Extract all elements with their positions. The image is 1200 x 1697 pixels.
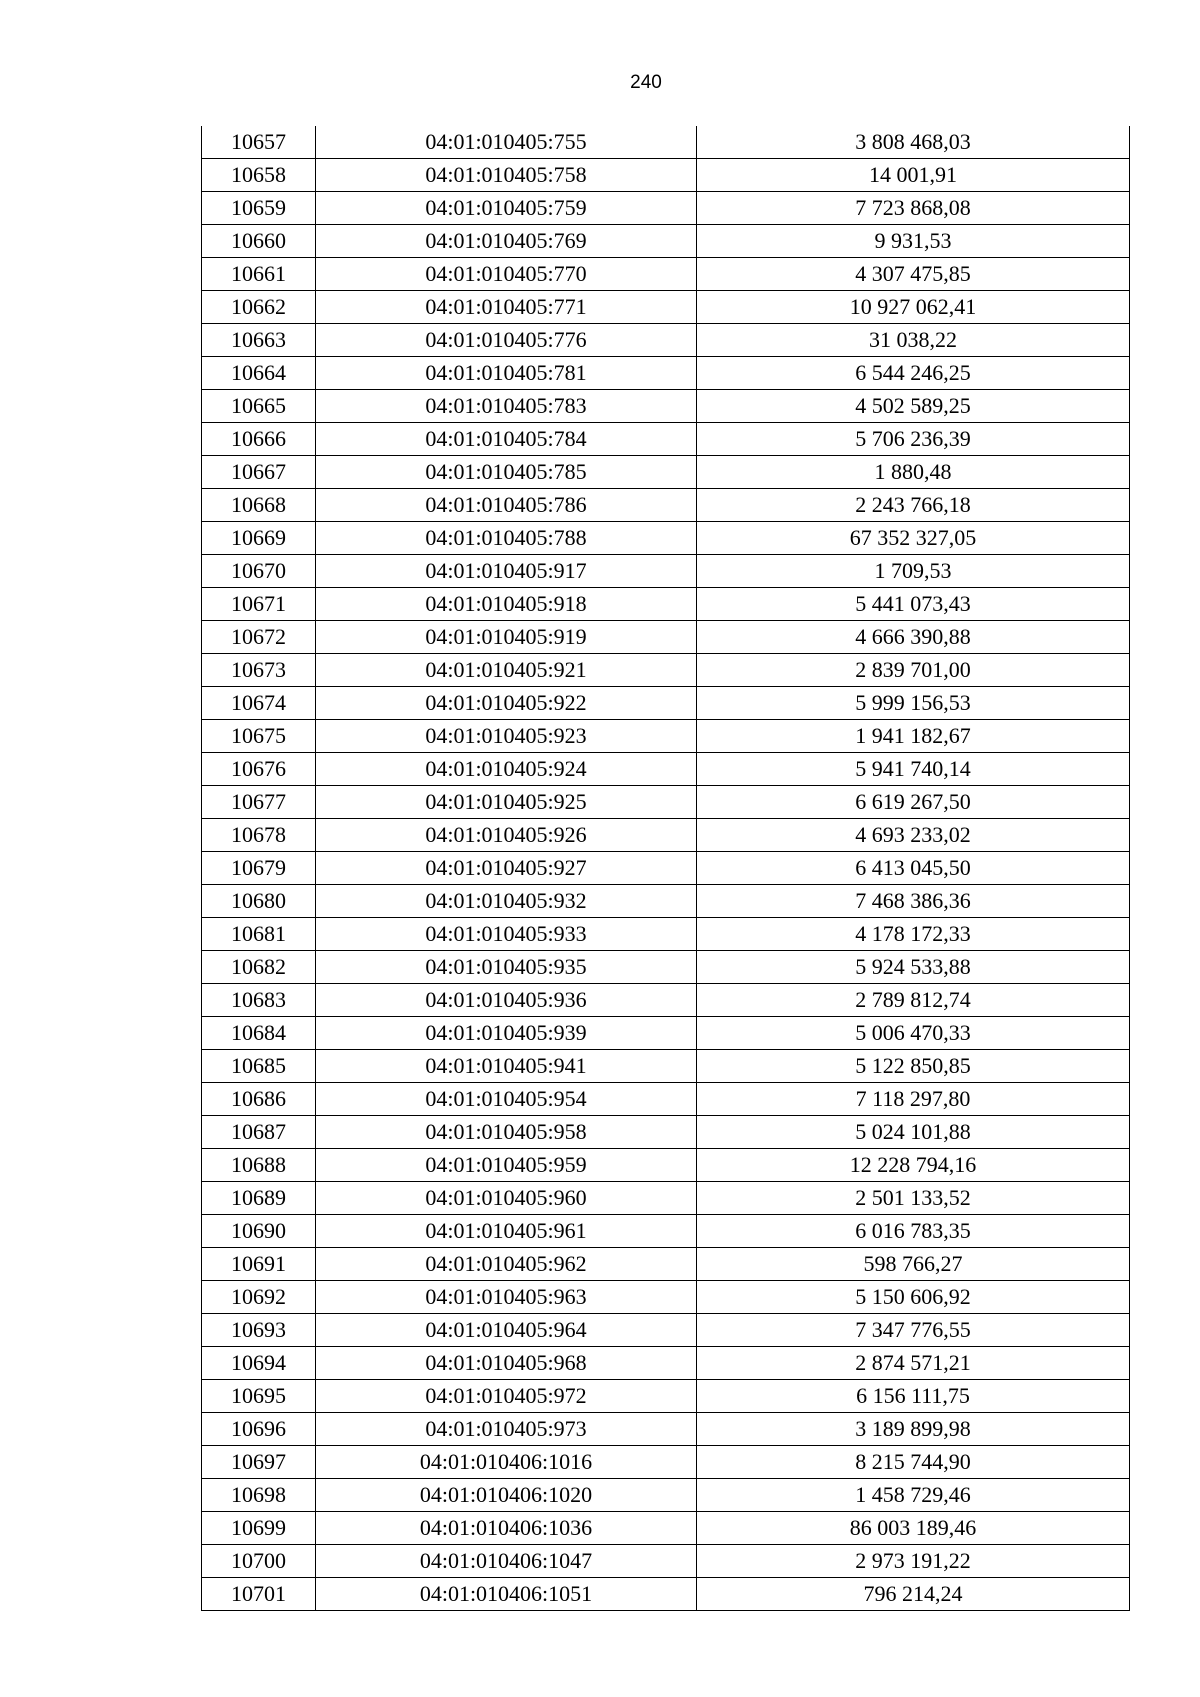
row-number-cell: 10664 (202, 357, 316, 390)
cadastral-number-cell: 04:01:010405:918 (316, 588, 697, 621)
row-number-cell: 10698 (202, 1479, 316, 1512)
row-number-cell: 10701 (202, 1578, 316, 1611)
value-cell: 1 709,53 (697, 555, 1130, 588)
row-number-cell: 10665 (202, 390, 316, 423)
table-row (202, 456, 1130, 489)
table-row (202, 126, 1130, 159)
table-row (202, 192, 1130, 225)
cadastral-number-cell: 04:01:010405:963 (316, 1281, 697, 1314)
table-row (202, 1281, 1130, 1314)
table-row (202, 1347, 1130, 1380)
value-cell: 5 150 606,92 (697, 1281, 1130, 1314)
cadastral-number-cell: 04:01:010405:936 (316, 984, 697, 1017)
value-cell: 1 880,48 (697, 456, 1130, 489)
value-cell: 6 016 783,35 (697, 1215, 1130, 1248)
row-number-cell: 10658 (202, 159, 316, 192)
table-row (202, 423, 1130, 456)
table-body (202, 126, 1130, 1611)
row-number-cell: 10684 (202, 1017, 316, 1050)
value-cell: 2 243 766,18 (697, 489, 1130, 522)
table-row (202, 291, 1130, 324)
cadastral-number-cell: 04:01:010405:776 (316, 324, 697, 357)
cadastral-number-cell: 04:01:010405:927 (316, 852, 697, 885)
row-number-cell: 10695 (202, 1380, 316, 1413)
row-number-cell: 10674 (202, 687, 316, 720)
table-row (202, 1116, 1130, 1149)
table-row (202, 819, 1130, 852)
cadastral-number-cell: 04:01:010405:770 (316, 258, 697, 291)
value-cell: 4 307 475,85 (697, 258, 1130, 291)
page-number: 240 (630, 72, 662, 93)
cadastral-number-cell: 04:01:010406:1020 (316, 1479, 697, 1512)
row-number-cell: 10688 (202, 1149, 316, 1182)
value-cell: 4 666 390,88 (697, 621, 1130, 654)
table-row (202, 1446, 1130, 1479)
row-number-cell: 10657 (202, 126, 316, 159)
value-cell: 2 789 812,74 (697, 984, 1130, 1017)
cadastral-number-cell: 04:01:010405:972 (316, 1380, 697, 1413)
cadastral-number-cell: 04:01:010405:941 (316, 1050, 697, 1083)
cadastral-number-cell: 04:01:010405:954 (316, 1083, 697, 1116)
value-cell: 2 839 701,00 (697, 654, 1130, 687)
table-row (202, 225, 1130, 258)
cadastral-number-cell: 04:01:010405:939 (316, 1017, 697, 1050)
table-row (202, 1215, 1130, 1248)
table-row (202, 1050, 1130, 1083)
cadastral-number-cell: 04:01:010406:1051 (316, 1578, 697, 1611)
value-cell: 4 693 233,02 (697, 819, 1130, 852)
value-cell: 31 038,22 (697, 324, 1130, 357)
value-cell: 67 352 327,05 (697, 522, 1130, 555)
value-cell: 6 156 111,75 (697, 1380, 1130, 1413)
table-row (202, 555, 1130, 588)
table-row (202, 1182, 1130, 1215)
cadastral-number-cell: 04:01:010405:959 (316, 1149, 697, 1182)
row-number-cell: 10681 (202, 918, 316, 951)
table-row (202, 1413, 1130, 1446)
value-cell: 86 003 189,46 (697, 1512, 1130, 1545)
row-number-cell: 10693 (202, 1314, 316, 1347)
table-row (202, 258, 1130, 291)
row-number-cell: 10669 (202, 522, 316, 555)
value-cell: 7 468 386,36 (697, 885, 1130, 918)
table-row (202, 687, 1130, 720)
table-row (202, 1017, 1130, 1050)
row-number-cell: 10694 (202, 1347, 316, 1380)
value-cell: 2 874 571,21 (697, 1347, 1130, 1380)
row-number-cell: 10679 (202, 852, 316, 885)
row-number-cell: 10689 (202, 1182, 316, 1215)
table-row (202, 1314, 1130, 1347)
row-number-cell: 10677 (202, 786, 316, 819)
table-row (202, 489, 1130, 522)
table-row (202, 588, 1130, 621)
value-cell: 1 458 729,46 (697, 1479, 1130, 1512)
value-cell: 7 723 868,08 (697, 192, 1130, 225)
value-cell: 8 215 744,90 (697, 1446, 1130, 1479)
row-number-cell: 10678 (202, 819, 316, 852)
cadastral-number-cell: 04:01:010405:933 (316, 918, 697, 951)
table-row (202, 918, 1130, 951)
cadastral-number-cell: 04:01:010405:771 (316, 291, 697, 324)
cadastral-number-cell: 04:01:010405:961 (316, 1215, 697, 1248)
cadastral-number-cell: 04:01:010405:783 (316, 390, 697, 423)
value-cell: 7 118 297,80 (697, 1083, 1130, 1116)
value-cell: 10 927 062,41 (697, 291, 1130, 324)
value-cell: 5 122 850,85 (697, 1050, 1130, 1083)
table-row (202, 720, 1130, 753)
value-cell: 9 931,53 (697, 225, 1130, 258)
row-number-cell: 10663 (202, 324, 316, 357)
value-cell: 2 501 133,52 (697, 1182, 1130, 1215)
value-cell: 5 006 470,33 (697, 1017, 1130, 1050)
cadastral-number-cell: 04:01:010405:960 (316, 1182, 697, 1215)
cadastral-number-cell: 04:01:010405:922 (316, 687, 697, 720)
cadastral-number-cell: 04:01:010406:1016 (316, 1446, 697, 1479)
value-cell: 5 024 101,88 (697, 1116, 1130, 1149)
value-cell: 1 941 182,67 (697, 720, 1130, 753)
cadastral-number-cell: 04:01:010405:786 (316, 489, 697, 522)
row-number-cell: 10668 (202, 489, 316, 522)
table-row (202, 1512, 1130, 1545)
table-row (202, 654, 1130, 687)
row-number-cell: 10670 (202, 555, 316, 588)
cadastral-number-cell: 04:01:010405:923 (316, 720, 697, 753)
table-row (202, 621, 1130, 654)
cadastral-number-cell: 04:01:010405:926 (316, 819, 697, 852)
row-number-cell: 10699 (202, 1512, 316, 1545)
cadastral-number-cell: 04:01:010405:973 (316, 1413, 697, 1446)
value-cell: 6 544 246,25 (697, 357, 1130, 390)
value-cell: 796 214,24 (697, 1578, 1130, 1611)
value-cell: 5 441 073,43 (697, 588, 1130, 621)
table-row (202, 1479, 1130, 1512)
value-cell: 6 413 045,50 (697, 852, 1130, 885)
table-row (202, 1578, 1130, 1611)
table-row (202, 885, 1130, 918)
row-number-cell: 10662 (202, 291, 316, 324)
table-row (202, 852, 1130, 885)
row-number-cell: 10676 (202, 753, 316, 786)
cadastral-number-cell: 04:01:010405:932 (316, 885, 697, 918)
row-number-cell: 10682 (202, 951, 316, 984)
table-row (202, 324, 1130, 357)
cadastral-number-cell: 04:01:010405:755 (316, 126, 697, 159)
value-cell: 5 941 740,14 (697, 753, 1130, 786)
cadastral-number-cell: 04:01:010405:935 (316, 951, 697, 984)
cadastral-number-cell: 04:01:010405:917 (316, 555, 697, 588)
row-number-cell: 10687 (202, 1116, 316, 1149)
table-row (202, 984, 1130, 1017)
value-cell: 4 178 172,33 (697, 918, 1130, 951)
table-row (202, 786, 1130, 819)
row-number-cell: 10660 (202, 225, 316, 258)
table-row (202, 1380, 1130, 1413)
table-row (202, 390, 1130, 423)
row-number-cell: 10691 (202, 1248, 316, 1281)
row-number-cell: 10700 (202, 1545, 316, 1578)
row-number-cell: 10661 (202, 258, 316, 291)
cadastral-number-cell: 04:01:010405:785 (316, 456, 697, 489)
table-row (202, 357, 1130, 390)
row-number-cell: 10672 (202, 621, 316, 654)
cadastral-number-cell: 04:01:010405:769 (316, 225, 697, 258)
cadastral-number-cell: 04:01:010405:759 (316, 192, 697, 225)
cadastral-number-cell: 04:01:010405:781 (316, 357, 697, 390)
registry-table (201, 126, 1130, 1611)
table-row (202, 522, 1130, 555)
value-cell: 3 808 468,03 (697, 126, 1130, 159)
row-number-cell: 10680 (202, 885, 316, 918)
cadastral-number-cell: 04:01:010405:968 (316, 1347, 697, 1380)
value-cell: 2 973 191,22 (697, 1545, 1130, 1578)
row-number-cell: 10690 (202, 1215, 316, 1248)
table-row (202, 159, 1130, 192)
row-number-cell: 10686 (202, 1083, 316, 1116)
cadastral-number-cell: 04:01:010405:925 (316, 786, 697, 819)
table-row (202, 753, 1130, 786)
value-cell: 12 228 794,16 (697, 1149, 1130, 1182)
cadastral-number-cell: 04:01:010405:924 (316, 753, 697, 786)
cadastral-number-cell: 04:01:010406:1036 (316, 1512, 697, 1545)
row-number-cell: 10692 (202, 1281, 316, 1314)
value-cell: 598 766,27 (697, 1248, 1130, 1281)
cadastral-number-cell: 04:01:010406:1047 (316, 1545, 697, 1578)
cadastral-number-cell: 04:01:010405:964 (316, 1314, 697, 1347)
table-row (202, 1083, 1130, 1116)
row-number-cell: 10696 (202, 1413, 316, 1446)
table-row (202, 1248, 1130, 1281)
value-cell: 14 001,91 (697, 159, 1130, 192)
value-cell: 3 189 899,98 (697, 1413, 1130, 1446)
cadastral-number-cell: 04:01:010405:958 (316, 1116, 697, 1149)
table-row (202, 1545, 1130, 1578)
row-number-cell: 10685 (202, 1050, 316, 1083)
value-cell: 5 924 533,88 (697, 951, 1130, 984)
cadastral-number-cell: 04:01:010405:921 (316, 654, 697, 687)
cadastral-number-cell: 04:01:010405:919 (316, 621, 697, 654)
row-number-cell: 10671 (202, 588, 316, 621)
row-number-cell: 10659 (202, 192, 316, 225)
row-number-cell: 10666 (202, 423, 316, 456)
row-number-cell: 10683 (202, 984, 316, 1017)
table-row (202, 951, 1130, 984)
table-row (202, 1149, 1130, 1182)
cadastral-number-cell: 04:01:010405:788 (316, 522, 697, 555)
value-cell: 5 999 156,53 (697, 687, 1130, 720)
row-number-cell: 10673 (202, 654, 316, 687)
cadastral-number-cell: 04:01:010405:962 (316, 1248, 697, 1281)
row-number-cell: 10667 (202, 456, 316, 489)
value-cell: 5 706 236,39 (697, 423, 1130, 456)
value-cell: 4 502 589,25 (697, 390, 1130, 423)
cadastral-number-cell: 04:01:010405:784 (316, 423, 697, 456)
value-cell: 7 347 776,55 (697, 1314, 1130, 1347)
cadastral-number-cell: 04:01:010405:758 (316, 159, 697, 192)
row-number-cell: 10675 (202, 720, 316, 753)
row-number-cell: 10697 (202, 1446, 316, 1479)
value-cell: 6 619 267,50 (697, 786, 1130, 819)
